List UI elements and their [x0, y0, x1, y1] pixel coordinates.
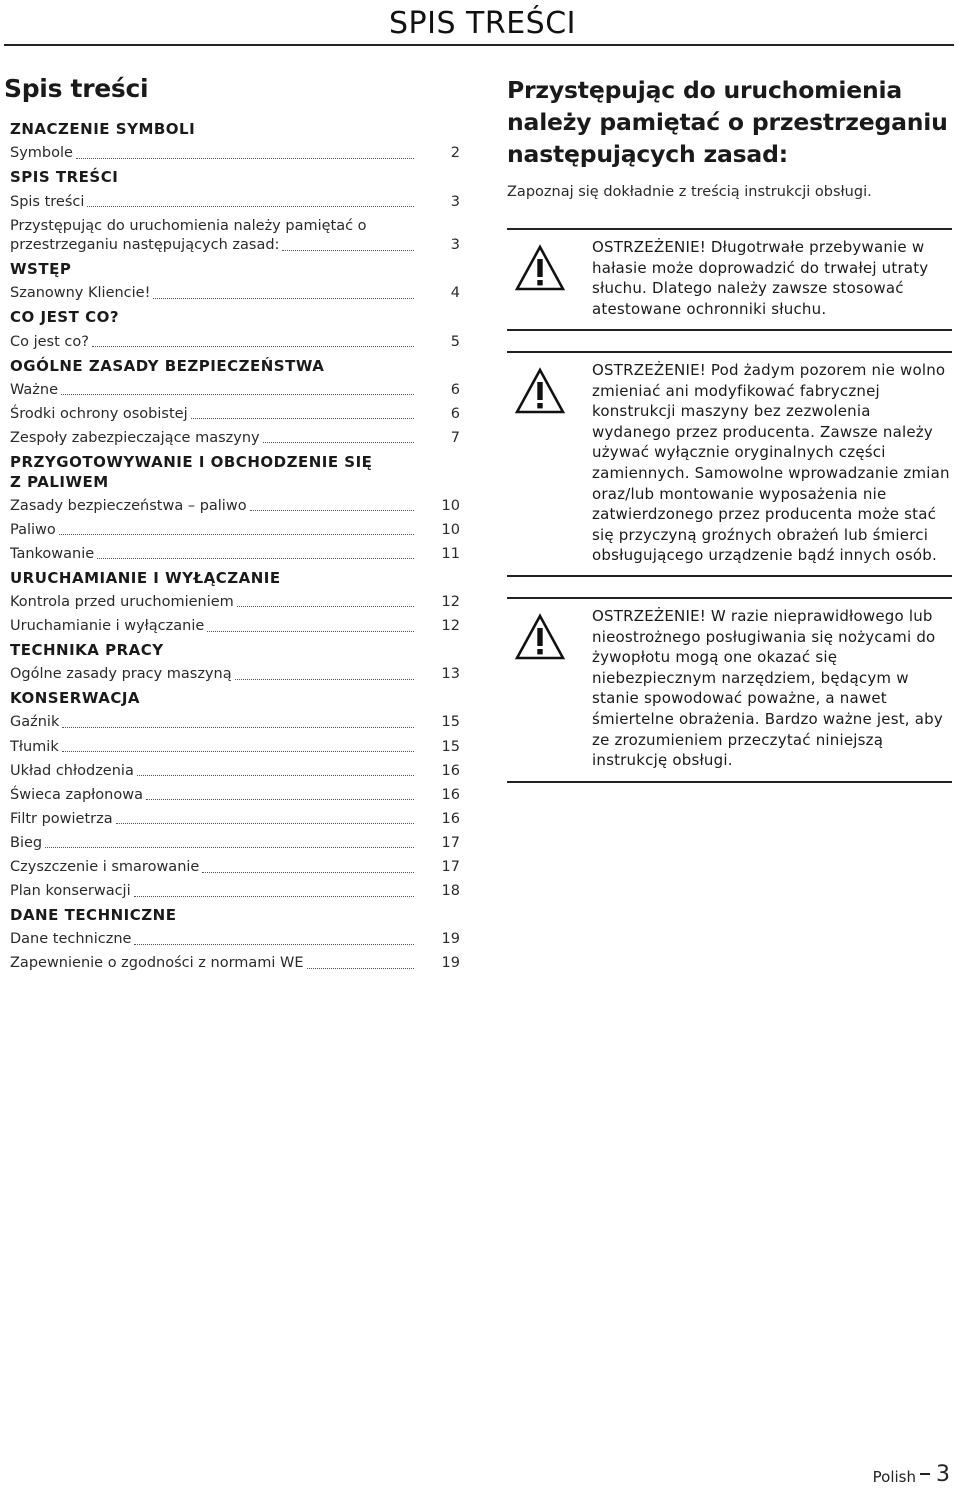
warning-text: OSTRZEŻENIE! W razie nieprawidłowego lub nieostrożnego posługiwania się nożycami do żywopłotu mogą one okazać się niebezpiecznym narzędziem, będącym w stanie spowodować poważne, a nawet śmiertelne obrażenia. Bardzo ważne jest, aby ze zrozumieniem przeczytać niniejszą instrukcję obsługi.	[592, 607, 943, 770]
toc-entry-page: 17	[441, 859, 460, 876]
toc-heading: Spis treści	[4, 74, 149, 103]
toc-entry-label: przestrzeganiu następujących zasad:	[10, 237, 280, 254]
toc-entry-label: Tłumik	[10, 738, 59, 755]
toc-entry-page: 5	[450, 333, 460, 350]
footer-language: Polish	[872, 1468, 916, 1486]
toc-entry[interactable]	[10, 856, 460, 880]
toc-entry[interactable]	[10, 494, 460, 518]
toc-entry-page: 16	[441, 762, 460, 779]
toc-entry-page: 3	[450, 237, 460, 254]
page-header	[0, 0, 960, 46]
toc-entry-page: 19	[441, 931, 460, 948]
toc-entry-label: Paliwo	[10, 521, 56, 538]
toc-entry-label: Uruchamianie i wyłączanie	[10, 618, 205, 635]
toc-entry-label: Co jest co?	[10, 333, 89, 350]
dot-leader	[307, 968, 414, 969]
toc-entry-page: 16	[441, 786, 460, 803]
toc-entry-label: Szanowny Kliencie!	[10, 285, 151, 302]
toc-entry-label: Gaźnik	[10, 714, 60, 731]
toc-section-title: WSTĘP	[10, 260, 72, 279]
toc-entry[interactable]	[10, 378, 460, 402]
toc-entry-label: Środki ochrony osobistej	[10, 405, 188, 422]
dot-leader	[153, 298, 414, 299]
footer-dash	[920, 1473, 930, 1475]
page-title: SPIS TREŚCI	[388, 6, 576, 41]
dot-leader	[45, 847, 414, 848]
warning-box-3	[507, 597, 952, 783]
toc-entry-page: 12	[441, 618, 460, 635]
toc-entry-label: Plan konserwacji	[10, 883, 131, 900]
toc-entry-page: 11	[441, 545, 460, 562]
toc-entry-page: 6	[450, 381, 460, 398]
safety-heading: Przystępując do uruchomienia należy pamiętać o przestrzeganiu następujących zasad:	[507, 76, 948, 168]
toc-entry-label: Zasady bezpieczeństwa – paliwo	[10, 497, 247, 514]
toc-entry[interactable]	[10, 403, 460, 427]
dot-leader	[207, 631, 414, 632]
toc-entry-page: 15	[441, 714, 460, 731]
dot-leader	[97, 558, 414, 559]
toc-entry-label: Bieg	[10, 834, 43, 851]
toc-entry-page: 19	[441, 955, 460, 972]
dot-leader	[237, 606, 414, 607]
toc-entry-label: Symbole	[10, 145, 73, 162]
toc-entry-page: 13	[441, 666, 460, 683]
warning-triangle-icon	[515, 613, 565, 661]
toc-entry-page: 4	[450, 285, 460, 302]
toc-entry[interactable]	[10, 711, 460, 735]
toc-entry-label: Świeca zapłonowa	[10, 786, 143, 803]
toc-entry-page: 15	[441, 738, 460, 755]
toc-entry[interactable]	[10, 735, 460, 759]
toc-entry-page: 3	[450, 193, 460, 210]
toc-section-title: ZNACZENIE SYMBOLI	[10, 120, 196, 139]
toc-entry-label: Czyszczenie i smarowanie	[10, 859, 200, 876]
toc-entry[interactable]	[10, 518, 460, 542]
toc-entry[interactable]	[10, 330, 460, 354]
toc-entry-label: Tankowanie	[10, 545, 95, 562]
toc-entry[interactable]	[10, 427, 460, 451]
toc-entry-label: Dane techniczne	[10, 931, 132, 948]
toc-section-title: URUCHAMIANIE I WYŁĄCZANIE	[10, 568, 281, 587]
dot-leader	[250, 510, 414, 511]
toc-entry[interactable]	[10, 832, 460, 856]
toc-entry-page: 17	[441, 834, 460, 851]
warning-text: OSTRZEŻENIE! Pod żadym pozorem nie wolno zmieniać ani modyfikować fabrycznej konstrukcji maszyny bez zezwolenia wydanego przez producenta. Zawsze należy używać wyłącznie oryginalnych części zamiennych. Samowolne wprowadzanie zmian oraz/lub montowanie wyposażenia nie zatwierdzonego przez producenta może stać się przyczyną groźnych obrażeń lub śmierci obsługującego urządzenie bądź innych osób.	[592, 361, 950, 565]
dot-leader	[263, 442, 414, 443]
toc-section-title: PRZYGOTOWYWANIE I OBCHODZENIE SIĘ Z PALIWEM	[10, 453, 373, 491]
warning-text: OSTRZEŻENIE! Długotrwałe przebywanie w hałasie może doprowadzić do trwałej utraty słuchu. Dlatego należy zawsze stosować atestowane ochronniki słuchu.	[592, 238, 929, 318]
dot-leader	[146, 799, 414, 800]
dot-leader	[61, 394, 414, 395]
safety-intro: Zapoznaj się dokładnie z treścią instrukcji obsługi.	[507, 184, 872, 200]
dot-leader	[235, 679, 414, 680]
toc-entry[interactable]	[10, 214, 460, 258]
dot-leader	[62, 751, 414, 752]
footer-page-number: 3	[936, 1462, 950, 1487]
toc-column	[4, 74, 470, 972]
toc-entry[interactable]	[10, 759, 460, 783]
dot-leader	[92, 346, 414, 347]
toc-entry[interactable]	[10, 663, 460, 687]
warning-triangle-icon	[515, 244, 565, 292]
dot-leader	[87, 206, 414, 207]
dot-leader	[59, 534, 414, 535]
toc-entry[interactable]	[10, 282, 460, 306]
toc-entry-label: Ważne	[10, 381, 59, 398]
dot-leader	[134, 944, 414, 945]
dot-leader	[137, 775, 414, 776]
warning-box-2	[507, 351, 952, 577]
toc-list	[10, 118, 470, 976]
toc-entry-page: 18	[441, 883, 460, 900]
dot-leader	[116, 823, 414, 824]
toc-entry[interactable]	[10, 142, 460, 166]
toc-entry[interactable]	[10, 928, 460, 952]
toc-entry-page: 7	[450, 429, 460, 446]
toc-entry[interactable]	[10, 543, 460, 567]
toc-entry-page: 16	[441, 810, 460, 827]
toc-entry[interactable]	[10, 190, 460, 214]
header-rule	[4, 44, 954, 46]
dot-leader	[202, 872, 414, 873]
toc-entry-page: 12	[441, 593, 460, 610]
toc-entry[interactable]	[10, 880, 460, 904]
toc-entry[interactable]	[10, 808, 460, 832]
toc-entry-label: Zespoły zabezpieczające maszyny	[10, 429, 260, 446]
toc-entry[interactable]	[10, 615, 460, 639]
toc-entry-page: 10	[441, 521, 460, 538]
toc-section-title: TECHNIKA PRACY	[10, 641, 164, 660]
toc-entry[interactable]	[10, 783, 460, 807]
toc-entry-label: Układ chłodzenia	[10, 762, 134, 779]
toc-entry[interactable]	[10, 952, 460, 976]
toc-section-title: CO JEST CO?	[10, 308, 120, 327]
toc-section-title: KONSERWACJA	[10, 689, 141, 708]
toc-section-title: DANE TECHNICZNE	[10, 906, 177, 925]
warning-box-1	[507, 228, 952, 331]
toc-entry-label: Kontrola przed uruchomieniem	[10, 593, 234, 610]
safety-column	[507, 74, 952, 200]
toc-entry-label-line1: Przystępując do uruchomienia należy pamiętać o	[10, 217, 367, 234]
toc-section-title: SPIS TREŚCI	[10, 168, 119, 187]
toc-entry-label: Filtr powietrza	[10, 810, 113, 827]
dot-leader	[282, 250, 414, 251]
dot-leader	[62, 727, 414, 728]
toc-entry-page: 2	[450, 145, 460, 162]
toc-entry-page: 6	[450, 405, 460, 422]
dot-leader	[134, 896, 414, 897]
warning-triangle-icon	[515, 367, 565, 415]
dot-leader	[76, 158, 414, 159]
dot-leader	[191, 418, 414, 419]
toc-entry-label: Zapewnienie o zgodności z normami WE	[10, 955, 304, 972]
toc-section-title: OGÓLNE ZASADY BEZPIECZEŃSTWA	[10, 356, 325, 375]
toc-entry-page: 10	[441, 497, 460, 514]
toc-entry-label: Spis treści	[10, 193, 85, 210]
toc-entry-label: Ogólne zasady pracy maszyną	[10, 666, 232, 683]
toc-entry[interactable]	[10, 591, 460, 615]
